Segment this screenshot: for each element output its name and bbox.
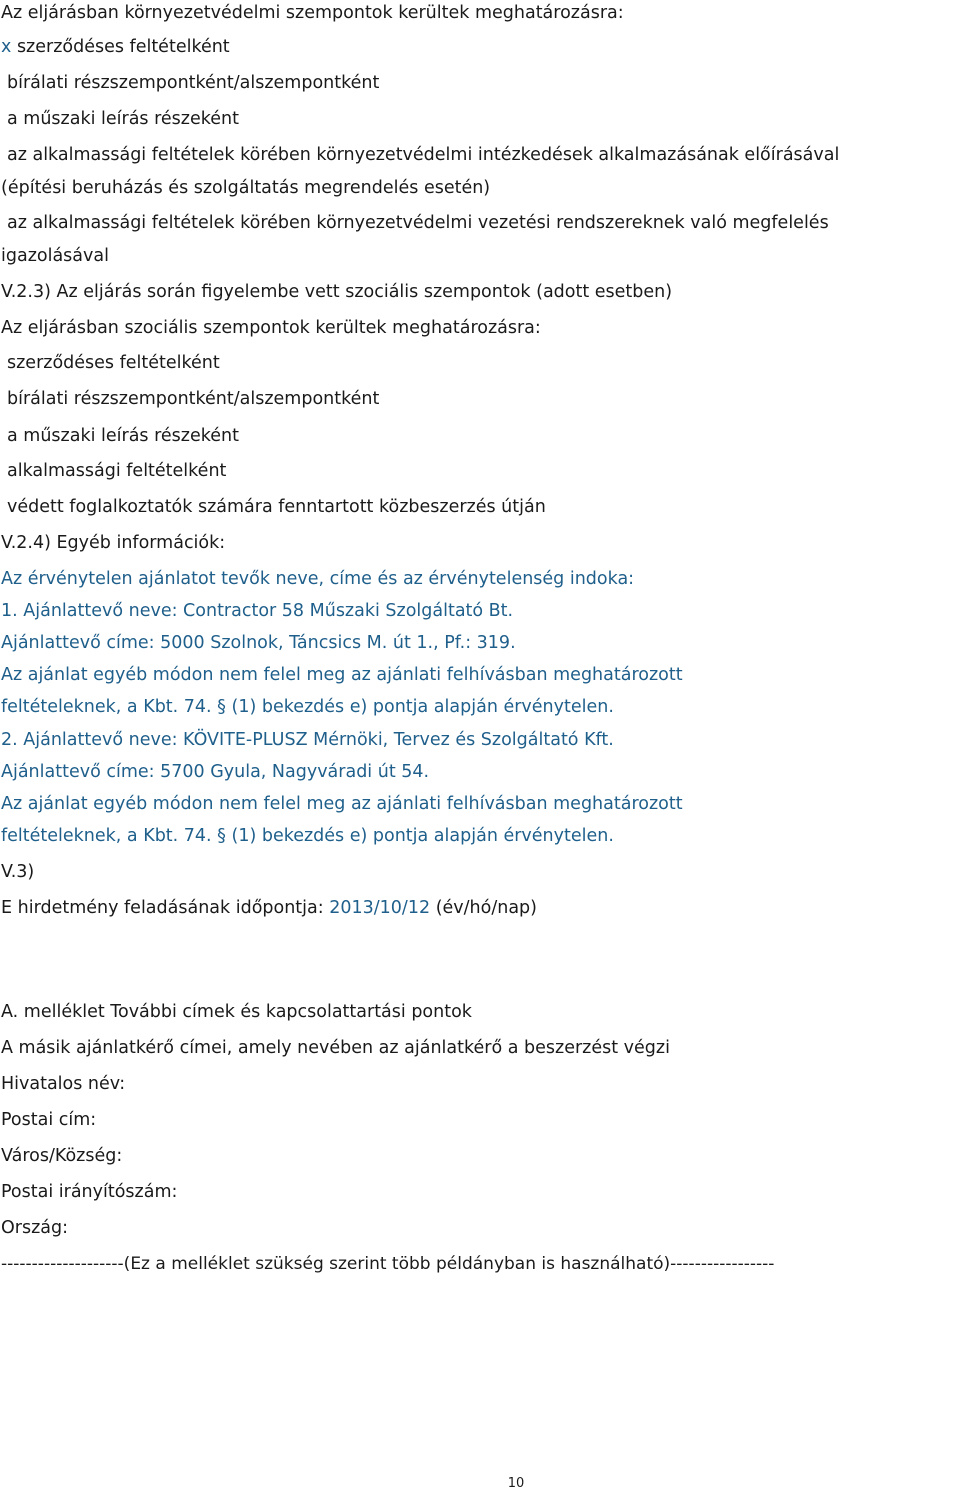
env-item-management-systems-cont: igazolásával bbox=[1, 246, 109, 266]
bidder-1-reason: Az ajánlat egyéb módon nem felel meg az ajánlati felhívásban meghatározott bbox=[1, 665, 683, 685]
annex-title: A. melléklet További címek és kapcsolattartási pontok bbox=[1, 1002, 472, 1022]
annex-subtitle: A másik ajánlatkérő címei, amely nevében az ajánlatkérő a beszerzést végzi bbox=[1, 1038, 670, 1058]
v3-title: V.3) bbox=[1, 862, 35, 882]
bidder-1-address: Ajánlattevő címe: 5000 Szolnok, Táncsics M. út 1., Pf.: 319. bbox=[1, 633, 516, 653]
env-heading: Az eljárásban környezetvédelmi szempontok kerültek meghatározásra: bbox=[1, 3, 624, 23]
env-item-technical: a műszaki leírás részeként bbox=[7, 109, 239, 129]
annex-separator: --------------------(Ez a melléklet szükség szerint több példányban is használható)----------------- bbox=[1, 1254, 775, 1274]
social-item-sheltered: védett foglalkoztatók számára fenntartott közbeszerzés útján bbox=[7, 497, 546, 517]
annex-field-country: Ország: bbox=[1, 1218, 69, 1238]
dispatch-date-line: E hirdetmény feladásának időpontja: 2013/10/12 (év/hó/nap) bbox=[1, 898, 537, 918]
env-item-eligibility-measures: az alkalmassági feltételek körében környezetvédelmi intézkedések alkalmazásának előírásával bbox=[7, 145, 840, 165]
social-item-evaluation: bírálati részszempontként/alszempontként bbox=[7, 389, 380, 409]
check-mark: x bbox=[1, 37, 12, 57]
bidder-1-name: 1. Ajánlattevő neve: Contractor 58 Műszaki Szolgáltató Bt. bbox=[1, 601, 514, 621]
bidder-2-reason: Az ajánlat egyéb módon nem felel meg az ajánlati felhívásban meghatározott bbox=[1, 794, 683, 814]
annex-field-postal-address: Postai cím: bbox=[1, 1110, 97, 1130]
annex-field-town: Város/Község: bbox=[1, 1146, 123, 1166]
annex-field-postal-code: Postai irányítószám: bbox=[1, 1182, 178, 1202]
annex-field-official-name: Hivatalos név: bbox=[1, 1074, 126, 1094]
social-item-eligibility: alkalmassági feltételként bbox=[7, 461, 227, 481]
page-number: 10 bbox=[507, 1476, 525, 1491]
bidder-2-address: Ajánlattevő címe: 5700 Gyula, Nagyváradi út 54. bbox=[1, 762, 430, 782]
bidder-1-reason-cont: feltételeknek, a Kbt. 74. § (1) bekezdés e) pontja alapján érvénytelen. bbox=[1, 697, 614, 717]
dispatch-date: 2013/10/12 bbox=[329, 898, 431, 918]
invalid-bids-heading: Az érvénytelen ajánlatot tevők neve, címe és az érvénytelenség indoka: bbox=[1, 569, 635, 589]
env-item-contract: x szerződéses feltételként bbox=[1, 37, 230, 57]
social-item-contract: szerződéses feltételként bbox=[7, 353, 220, 373]
env-item-eligibility-measures-cont: (építési beruházás és szolgáltatás megrendelés esetén) bbox=[1, 178, 491, 198]
social-title: V.2.3) Az eljárás során figyelembe vett szociális szempontok (adott esetben) bbox=[1, 282, 673, 302]
social-item-technical: a műszaki leírás részeként bbox=[7, 426, 239, 446]
env-item-management-systems: az alkalmassági feltételek körében környezetvédelmi vezetési rendszereknek való megfelelés bbox=[7, 213, 829, 233]
bidder-2-reason-cont: feltételeknek, a Kbt. 74. § (1) bekezdés e) pontja alapján érvénytelen. bbox=[1, 826, 614, 846]
bidder-2-name: 2. Ajánlattevő neve: KÖVITE-PLUSZ Mérnöki, Tervez és Szolgáltató Kft. bbox=[1, 730, 614, 750]
social-heading: Az eljárásban szociális szempontok kerültek meghatározásra: bbox=[1, 318, 541, 338]
other-info-title: V.2.4) Egyéb információk: bbox=[1, 533, 226, 553]
env-item-evaluation: bírálati részszempontként/alszempontként bbox=[7, 73, 380, 93]
